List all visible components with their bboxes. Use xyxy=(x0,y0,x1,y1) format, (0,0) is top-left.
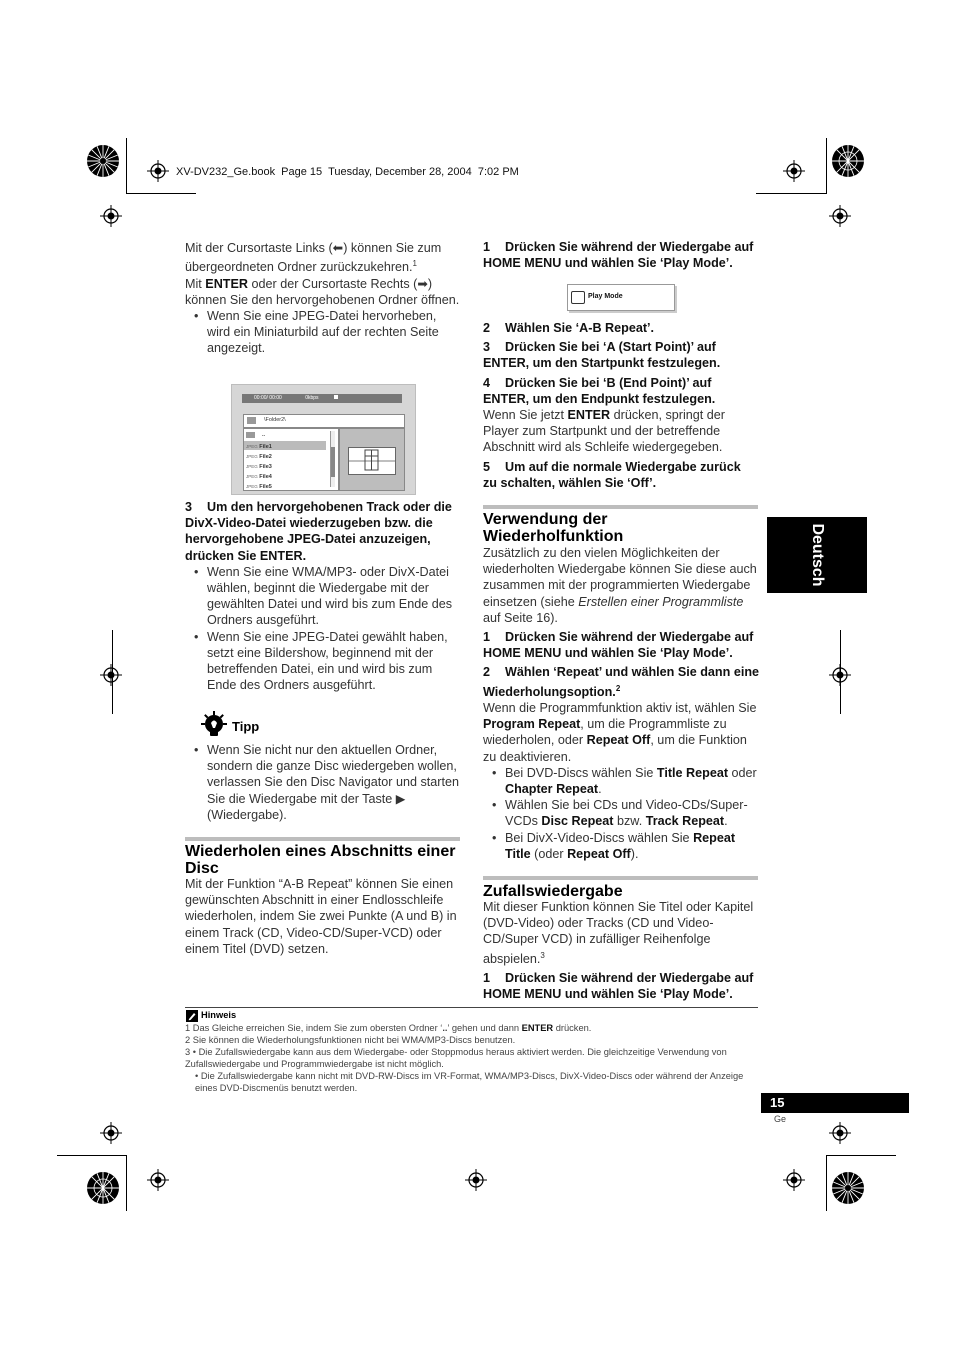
disc-navigator-screenshot xyxy=(231,384,416,495)
crosshair-mark-icon xyxy=(783,1169,805,1191)
tip-title: Tipp xyxy=(232,719,260,734)
left-column xyxy=(185,240,460,357)
trim-line xyxy=(126,1155,127,1211)
step-5: 5 Um auf die normale Wiedergabe zurück zu schalten, wählen Sie ‘Off’. xyxy=(483,459,741,490)
section-heading: Wiederholen eines Abschnitts einer Disc xyxy=(185,843,456,877)
file-entries xyxy=(246,442,272,492)
trim-line xyxy=(826,1155,896,1156)
notes-list xyxy=(185,1022,757,1094)
paragraph: Wenn Sie jetzt ENTER drücken, springt der Player zum Startpunkt und der betreffende Abschnitt wird als Schleife wiedergegeben. xyxy=(483,408,725,455)
footnote: 2 Sie können die Wiederholungsfunktionen nicht bei WMA/MP3-Discs benutzen. xyxy=(185,1035,516,1045)
step-2: 2 Wählen Sie ‘A-B Repeat’. xyxy=(483,321,655,335)
trim-line xyxy=(126,193,196,194)
note-pencil-icon xyxy=(186,1010,198,1022)
left-column-steps xyxy=(185,499,460,693)
play-mode-icon xyxy=(571,291,585,304)
crosshair-mark-icon xyxy=(147,160,169,182)
paragraph: Zusätzlich zu den vielen Möglichkeiten der wiederholten Wiedergabe können Sie diese auch zusammen mit der programmierten Wiedergabe einsetzen (siehe Erstellen einer Programmliste auf Seite 16). xyxy=(483,546,757,625)
bullet-item: • Bei DVD-Discs wählen Sie Title Repeat oder Chapter Repeat. xyxy=(483,765,761,797)
trim-line xyxy=(826,1155,827,1211)
footnote: 1 Das Gleiche erreichen Sie, indem Sie zum obersten Ordner ‘..’ gehen und dann ENTER drücken. xyxy=(185,1023,592,1033)
folder-path: \Folder2\ xyxy=(264,417,286,423)
crosshair-mark-icon xyxy=(147,1169,169,1191)
paragraph: Mit ENTER oder der Cursortaste Rechts (➡) können Sie den hervorgehobenen Ordner öffnen. xyxy=(185,276,460,307)
page-language-code: Ge xyxy=(774,1114,787,1124)
trim-line xyxy=(57,1155,127,1156)
list-item[interactable]: JPEG File5 xyxy=(246,484,272,490)
section-text xyxy=(483,899,761,1002)
file-list xyxy=(243,428,339,491)
registration-sunburst-icon xyxy=(86,1171,120,1205)
scrollbar-thumb[interactable] xyxy=(331,447,335,477)
page-number-bar xyxy=(761,1093,909,1113)
bullet-item: • Wenn Sie eine JPEG-Datei hervorheben, wird ein Miniaturbild auf der rechten Seite angezeigt. xyxy=(185,308,460,357)
paragraph: Wenn die Programmfunktion aktiv ist, wählen Sie Program Repeat, um die Programmliste zu wiederholen, oder Repeat Off, um die Funktion zu deaktivieren. xyxy=(483,701,757,764)
bullet-item: • Wählen Sie bei CDs und Video-CDs/Super-VCDs Disc Repeat bzw. Track Repeat. xyxy=(483,797,761,829)
right-column xyxy=(483,239,758,271)
crosshair-mark-icon xyxy=(100,1122,122,1144)
list-item[interactable]: JPEG File1 xyxy=(246,444,272,450)
bullet-item: • Wenn Sie eine WMA/MP3- oder DivX-Datei wählen, beginnt die Wiedergabe mit der gewählten Datei und wird bis zum Ende des Ordners ausgeführt. xyxy=(185,564,460,629)
stop-icon xyxy=(334,395,338,399)
crosshair-mark-icon xyxy=(100,664,122,686)
time-readout: 00:00/ 00:00 xyxy=(254,395,282,401)
section-rule xyxy=(185,837,460,841)
crosshair-mark-icon xyxy=(783,160,805,182)
trim-line xyxy=(112,630,113,714)
section-rule xyxy=(483,505,758,509)
language-tab xyxy=(767,517,867,593)
file-header: XV-DV232_Ge.book Page 15 Tuesday, December 28, 2004 7:02 PM xyxy=(176,166,519,178)
thumbnail-preview xyxy=(339,428,405,491)
paragraph: Mit dieser Funktion können Sie Titel oder Kapitel (DVD-Video) oder Tracks (CD und Video-CD/Super VCD) in zufälliger Reihenfolge abspielen.$^3$ xyxy=(483,900,754,966)
crosshair-mark-icon xyxy=(829,205,851,227)
status-bar xyxy=(242,394,402,403)
section-text xyxy=(483,545,761,862)
paragraph: Mit der Funktion “A-B Repeat” können Sie einen gewünschten Abschnitt in einer Endlosschleife wiederholen, indem Sie zwei Punkte (A und B) in einem Track (CD, Video-CD/Super-VCD) oder einem Titel (DVD) setzen. xyxy=(185,877,457,956)
list-item[interactable]: JPEG File2 xyxy=(246,454,272,460)
step-3: 3 Drücken Sie bei ‘A (Start Point)’ auf ENTER, um den Startpunkt festzulegen. xyxy=(483,340,721,371)
crosshair-mark-icon xyxy=(100,205,122,227)
trim-line xyxy=(840,630,841,714)
step-4: 4 Drücken Sie bei ‘B (End Point)’ auf ENTER, um den Endpunkt festzulegen. xyxy=(483,375,716,406)
notes-rule xyxy=(185,1007,758,1008)
language-tab-label: Deutsch xyxy=(809,523,826,587)
crosshair-mark-icon xyxy=(465,1169,487,1191)
folder-icon xyxy=(247,417,256,424)
play-mode-label: Play Mode xyxy=(588,293,623,300)
footnote: • Die Zufallswiedergabe kann nicht mit DVD-RW-Discs im VR-Format, WMA/MP3-Discs, DivX-Video-Discs oder während der Anzeige eines DVD-Discmenüs benutzt werden. xyxy=(195,1071,744,1093)
section-heading: Verwendung der Wiederholfunktion xyxy=(483,511,624,545)
step-2: 2 Wählen ‘Repeat’ und wählen Sie dann eine Wiederholungsoption.$^2$ xyxy=(483,665,760,699)
lightbulb-icon xyxy=(200,711,228,739)
section-text xyxy=(185,876,463,957)
trim-line xyxy=(826,138,827,194)
folder-path-box xyxy=(243,414,405,428)
list-item[interactable]: JPEG File4 xyxy=(246,474,272,480)
play-mode-menu-item[interactable] xyxy=(567,284,675,311)
parent-entry: .. xyxy=(262,432,266,438)
list-item[interactable]: JPEG File3 xyxy=(246,464,272,470)
bullet-item: • Wenn Sie nicht nur den aktuellen Ordner, sondern die ganze Disc wiedergeben wollen, verlassen Sie den Disc Navigator und starten Sie die Wiedergabe mit der Taste ▶ (Wiedergabe). xyxy=(185,742,460,823)
crosshair-mark-icon xyxy=(829,1122,851,1144)
registration-sunburst-icon xyxy=(831,1171,865,1205)
image-icon xyxy=(349,448,395,474)
section-rule xyxy=(483,876,758,880)
step-1: 1 Drücken Sie während der Wiedergabe auf HOME MENU und wählen Sie ‘Play Mode’. xyxy=(483,971,754,1002)
bullet-item: • Wenn Sie eine JPEG-Datei gewählt haben, setzt eine Bildershow, beginnend mit der betreffenden Datei, ein und wird bis zum Ende des Ordners ausgeführt. xyxy=(185,629,460,694)
trim-line xyxy=(756,193,826,194)
footnote: 3 • Die Zufallswiedergabe kann aus dem Wiedergabe- oder Stoppmodus heraus aktiviert werden. Die gleichzeitige Verwendung von Zufallswiedergabe und Programmwiedergabe ist nicht möglich. xyxy=(185,1047,727,1069)
bullet-item: • Bei DivX-Video-Discs wählen Sie Repeat Title (oder Repeat Off). xyxy=(483,830,761,862)
step-3: 3 Um den hervorgehobenen Track oder die DivX-Video-Datei wiederzugeben bzw. die hervorgehobene JPEG-Datei anzuzeigen, drücken Sie ENTER. xyxy=(185,500,452,563)
trim-line xyxy=(126,138,127,194)
registration-sunburst-icon xyxy=(831,144,865,178)
right-column-steps xyxy=(483,320,758,491)
step-1: 1 Drücken Sie während der Wiedergabe auf HOME MENU und wählen Sie ‘Play Mode’. xyxy=(483,630,754,661)
thumbnail-image xyxy=(348,447,396,475)
registration-sunburst-icon xyxy=(86,144,120,178)
scrollbar[interactable] xyxy=(330,431,335,487)
bitrate-readout: 0kbps xyxy=(305,395,319,401)
tip-content xyxy=(185,742,460,823)
step-1: 1 Drücken Sie während der Wiedergabe auf HOME MENU und wählen Sie ‘Play Mode’. xyxy=(483,240,754,271)
parent-folder-icon xyxy=(246,432,255,438)
notes-title: Hinweis xyxy=(201,1010,237,1020)
paragraph: Mit der Cursortaste Links (⬅) können Sie zum übergeordneten Ordner zurückzukehren.$^1$ xyxy=(185,241,442,275)
page-number: 15 xyxy=(770,1095,785,1110)
section-heading: Zufallswiedergabe xyxy=(483,883,623,900)
